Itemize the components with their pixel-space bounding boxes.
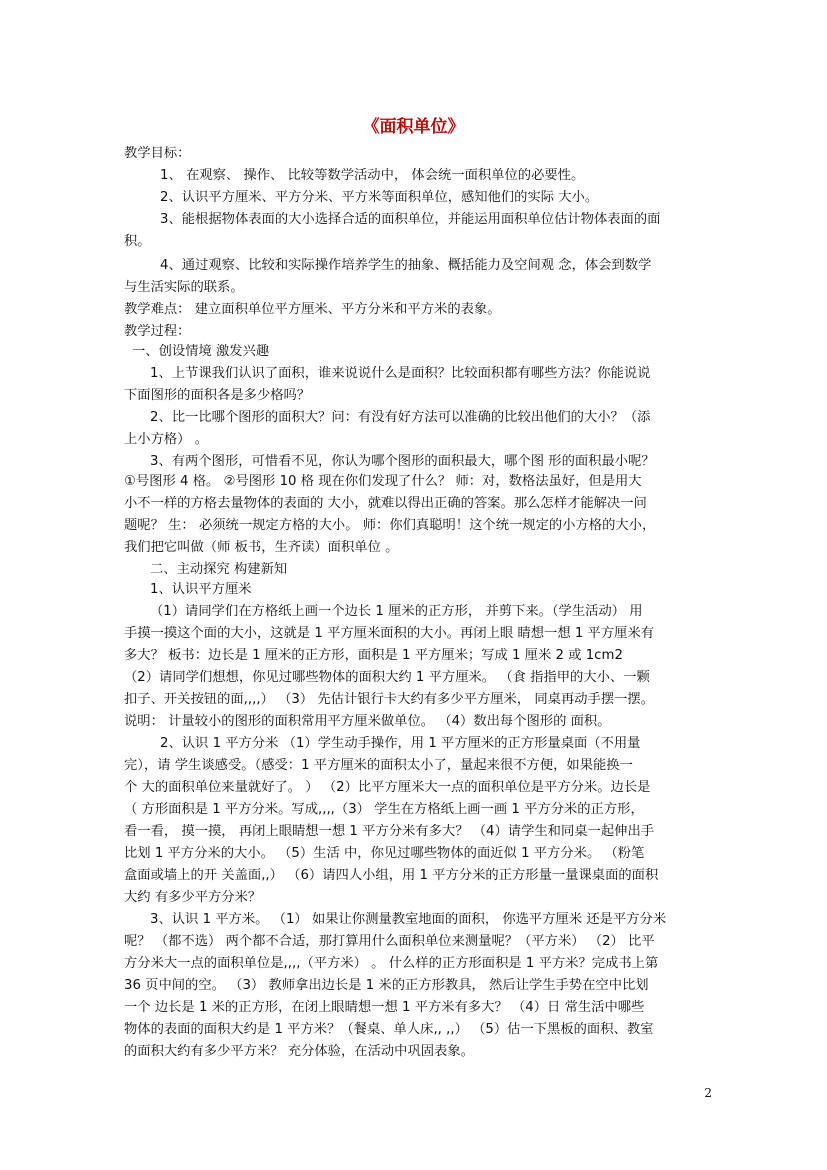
text-line: 的面积大约有多少平方米？ 充分体验，在活动中巩固表象。 — [124, 1044, 474, 1059]
text-line: 1、 在观察、 操作、 比较等数学活动中， 体会统一面积单位的必要性。 — [160, 168, 585, 183]
text-line: 方分米大一点的面积单位是,,,,（平方米） 。 什么样的正方形面积是 1 平方米？完成书上第 — [124, 956, 659, 971]
text-line: （2）请同学们想想，你见过哪些物体的面积大约 1 平方厘米。 （食 指指甲的大小、一颗 — [124, 670, 650, 685]
text-line: 大约 有多少平方分米？ — [124, 890, 262, 905]
text-line: 与生活实际的联系。 — [124, 280, 244, 295]
text-line: 36 页中间的空。 （3） 教师拿出边长是 1 米的正方形教具， 然后让学生手势在空中比划 — [124, 978, 649, 993]
page-number: 2 — [704, 1086, 712, 1100]
text-line: 1、上节课我们认识了面积，谁来说说什么是面积？比较面积都有哪些方法？你能说说 — [150, 366, 651, 381]
text-line: 教学目标： — [124, 146, 191, 161]
text-line: 一个 边长是 1 米的正方形，在闭上眼睛想一想 1 平方米有多大？ （4）日 常生活中哪些 — [124, 1000, 645, 1015]
text-line: 积。 — [124, 234, 151, 249]
text-line: 盒面或墙上的开 关盖面,,） （6）请四人小组，用 1 平方分米的正方形量一量课桌面的面积 — [124, 868, 659, 883]
text-line: ①号图形 4 格。 ②号图形 10 格 现在你们发现了什么？ 师：对，数格法虽好，但是用大 — [124, 474, 642, 489]
text-line: 个 大的面积单位来量就好了。 ） （2）比平方厘米大一点的面积单位是平方分米。边长是 — [124, 780, 651, 795]
text-line: 题呢？ 生： 必须统一规定方格的大小。 师：你们真聪明！这个统一规定的小方格的大小， — [124, 518, 656, 533]
text-line: 2、认识 1 平方分米 （1）学生动手操作，用 1 平方厘米的正方形量桌面（不用量 — [160, 736, 641, 751]
text-line: 2、认识平方厘米、平方分米、平方米等面积单位，感知他们的实际 大小。 — [160, 190, 599, 205]
text-line: 小不一样的方格去量物体的表面的 大小，就难以得出正确的答案。那么怎样才能解决一问 — [124, 496, 647, 511]
text-line: 4、通过观察、比较和实际操作培养学生的抽象、概括能力及空间观 念，体会到数学 — [160, 258, 652, 273]
text-line: （1）请同学们在方格纸上画一个边长 1 厘米的正方形， 并剪下来。（学生活动） 用 — [150, 604, 643, 619]
text-line: 物体的表面的面积大约是 1 平方米？（餐桌、单人床,, ,,） （5）估一下黑板的面积、教室 — [124, 1022, 654, 1037]
text-line: 3、能根据物体表面的大小选择合适的面积单位，并能运用面积单位估计物体表面的面 — [160, 212, 661, 227]
document-title: 《面积单位》 — [362, 117, 465, 137]
text-line: 教学难点： 建立面积单位平方厘米、平方分米和平方米的表象。 — [124, 302, 501, 317]
text-line: 2、比一比哪个图形的面积大？问：有没有好方法可以准确的比较出他们的大小？（添 — [150, 410, 651, 425]
text-line: 上小方格） 。 — [124, 432, 209, 447]
section-heading: 一、创设情境 激发兴趣 — [132, 344, 270, 359]
text-line: 多大？ 板书：边长是 1 厘米的正方形，面积是 1 平方厘米；写成 1 厘米 2 或 1cm2 — [124, 648, 623, 663]
text-line: 手摸一摸这个面的大小，这就是 1 平方厘米面积的大小。再闭上眼 睛想一想 1 平方厘米有 — [124, 626, 655, 641]
subsection-heading: 1、认识平方厘米 — [150, 582, 252, 597]
text-line: 3、认识 1 平方米。 （1） 如果让你测量教室地面的面积， 你选平方厘米 还是平方分米 — [150, 912, 667, 927]
text-line: （ 方形面积是 1 平方分米。写成,,,,（3） 学生在方格纸上画一画 1 平方分米的正方形， — [124, 802, 644, 817]
text-line: 3、有两个图形，可惜看不见，你认为哪个图形的面积最大，哪个图 形的面积最小呢？ — [150, 454, 655, 469]
text-line: 扣子、开关按钮的面,,,,） （3） 先估计银行卡大约有多少平方厘米， 同桌再动手摆一摆。 — [124, 692, 655, 707]
text-line: 呢？ （都不选） 两个都不合适，那打算用什么面积单位来测量呢？（平方米） （2） 比平 — [124, 934, 655, 949]
text-line: 完），请 学生谈感受。（感受：1 平方厘米的面积太小了，量起来很不方便，如果能换一 — [124, 758, 633, 773]
section-heading: 二、主动探究 构建新知 — [150, 562, 288, 577]
text-line: 说明： 计量较小的图形的面积常用平方厘米做单位。 （4）数出每个图形的 面积。 — [124, 714, 611, 729]
text-line: 教学过程： — [124, 324, 191, 339]
text-line: 我们把它叫做（师 板书，生齐读）面积单位 。 — [124, 540, 399, 555]
text-line: 看一看， 摸一摸， 再闭上眼睛想一想 1 平方分米有多大？ （4）请学生和同桌一起伸出手 — [124, 824, 655, 839]
text-line: 下面图形的面积各是多少格吗？ — [124, 388, 311, 403]
text-line: 比划 1 平方分米的大小。 （5）生活 中，你见过哪些物体的面近似 1 平方分米。 （粉笔 — [124, 846, 645, 861]
